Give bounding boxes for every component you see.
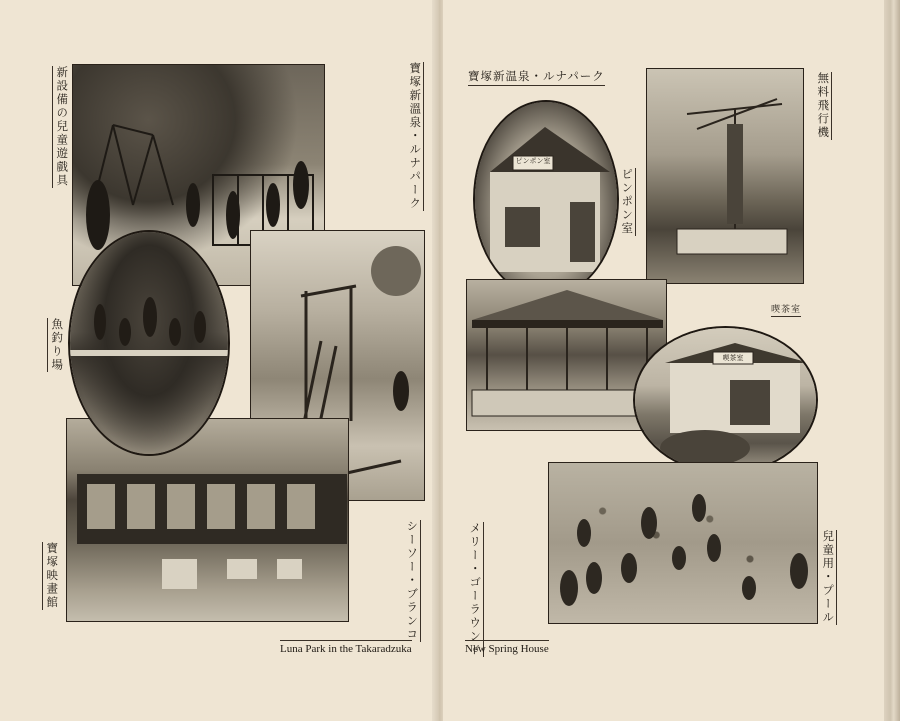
caption-new-equipment: 新設備の兒童遊戲具 [52,66,68,188]
caption-children-pool: 兒童用・プール [821,530,836,625]
caption-seesaw-swing: シーソー・ブランコ [405,520,420,642]
caption-tea-room: 喫茶室 [771,302,801,317]
left-page [0,0,437,721]
photo-children-pool [548,462,818,624]
page-edge [884,0,900,721]
photo-fishing-pond [68,230,230,456]
caption-merry-go-round: メリー・ゴーラウンド [468,522,483,657]
caption-english-right: New Spring House [465,640,549,655]
caption-cinema: 寶塚映畫館 [42,542,58,610]
photo-tea-room [633,326,818,474]
photo-pingpong-room [473,100,619,298]
right-page [443,0,889,721]
photo-free-aircraft [646,68,804,284]
caption-luna-park-left: 寶塚新溫泉・ルナパーク [408,62,423,211]
caption-luna-park-right: 寶塚新温泉・ルナパーク [468,68,605,86]
caption-free-aircraft: 無料飛行機 [816,72,831,140]
caption-english-left: Luna Park in the Takaradzuka [280,640,412,655]
sign-pingpong: ピンポン室 [515,157,551,165]
sign-tea-room: 喫茶室 [722,354,744,362]
caption-pingpong: ピンポン室 [620,168,635,236]
caption-fishing: 魚釣り場 [47,318,63,372]
